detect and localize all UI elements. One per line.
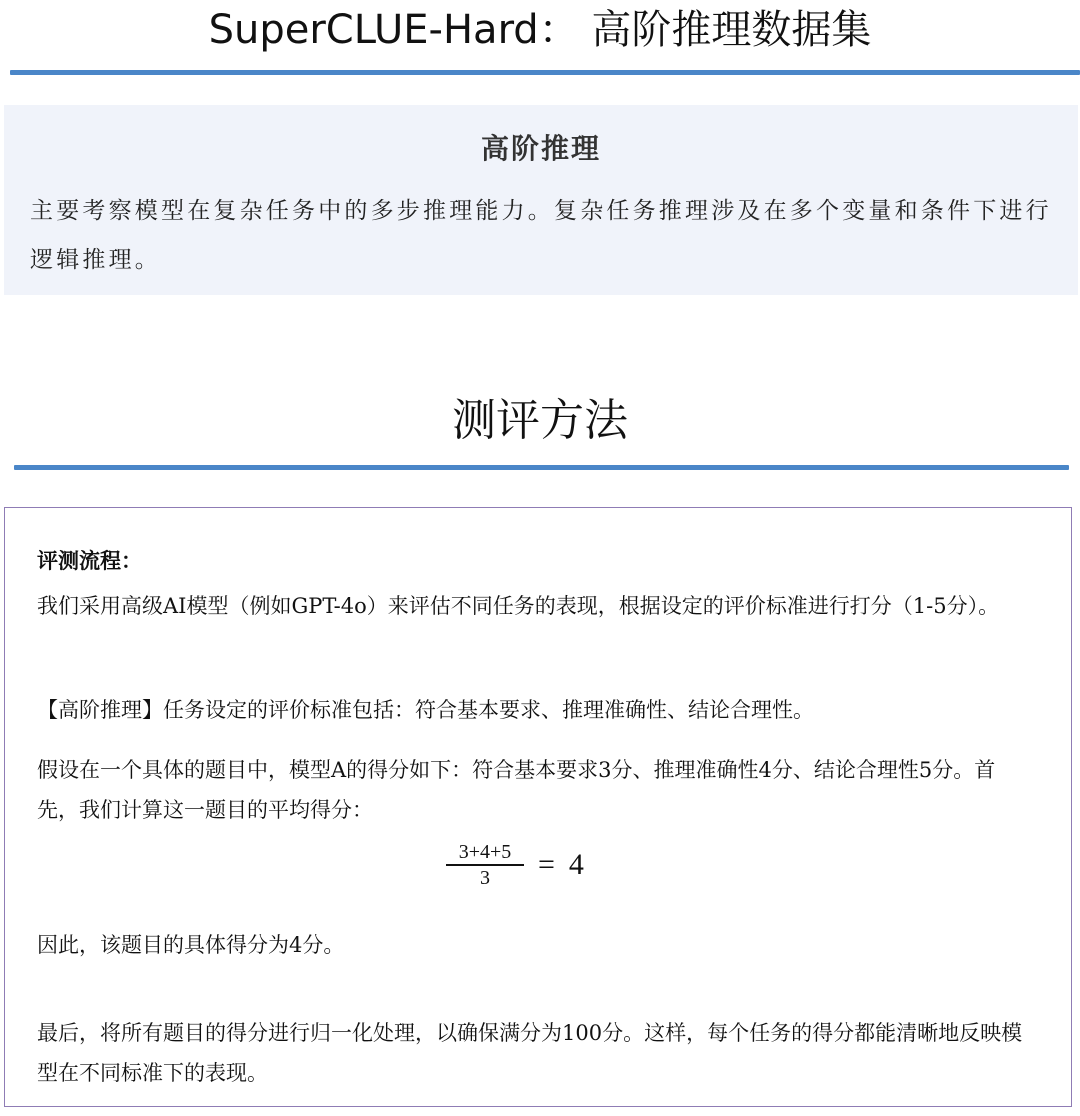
process-label: 评测流程：: [37, 548, 142, 573]
formula-denominator: 3: [480, 866, 490, 889]
formula-fraction: [446, 841, 524, 889]
section-divider: [14, 465, 1069, 470]
formula-equals: =: [538, 848, 555, 881]
intro-panel: [4, 105, 1078, 295]
method-paragraph-1: 我们采用高级AI模型（例如GPT-4o）来评估不同任务的表现，根据设定的评价标准进行打分（1-5分）。: [37, 594, 1000, 618]
formula-numerator: 3+4+5: [458, 841, 512, 864]
method-paragraph-4: 因此，该题目的具体得分为4分。: [37, 933, 345, 957]
formula-result: 4: [568, 848, 584, 881]
method-paragraph-5: 最后，将所有题目的得分进行归一化处理，以确保满分为100分。这样，每个任务的得分都能清晰地反映模型在不同标准下的表现。: [37, 1021, 1023, 1085]
intro-heading: 高阶推理: [480, 132, 601, 165]
fraction-bar: [446, 864, 524, 866]
title-divider: [10, 70, 1080, 75]
intro-description: 主要考察模型在复杂任务中的多步推理能力。复杂任务推理涉及在多个变量和条件下进行逻辑推理。: [30, 198, 1052, 273]
page-title: SuperCLUE-Hard： 高阶推理数据集: [208, 7, 872, 53]
average-formula: [446, 840, 584, 890]
method-paragraph-3: 假设在一个具体的题目中，模型A的得分如下：符合基本要求3分、推理准确性4分、结论合理性5分。首先，我们计算这一题目的平均得分：: [37, 758, 996, 822]
section-title: 测评方法: [452, 395, 628, 446]
method-paragraph-2: 【高阶推理】任务设定的评价标准包括：符合基本要求、推理准确性、结论合理性。: [37, 698, 814, 722]
